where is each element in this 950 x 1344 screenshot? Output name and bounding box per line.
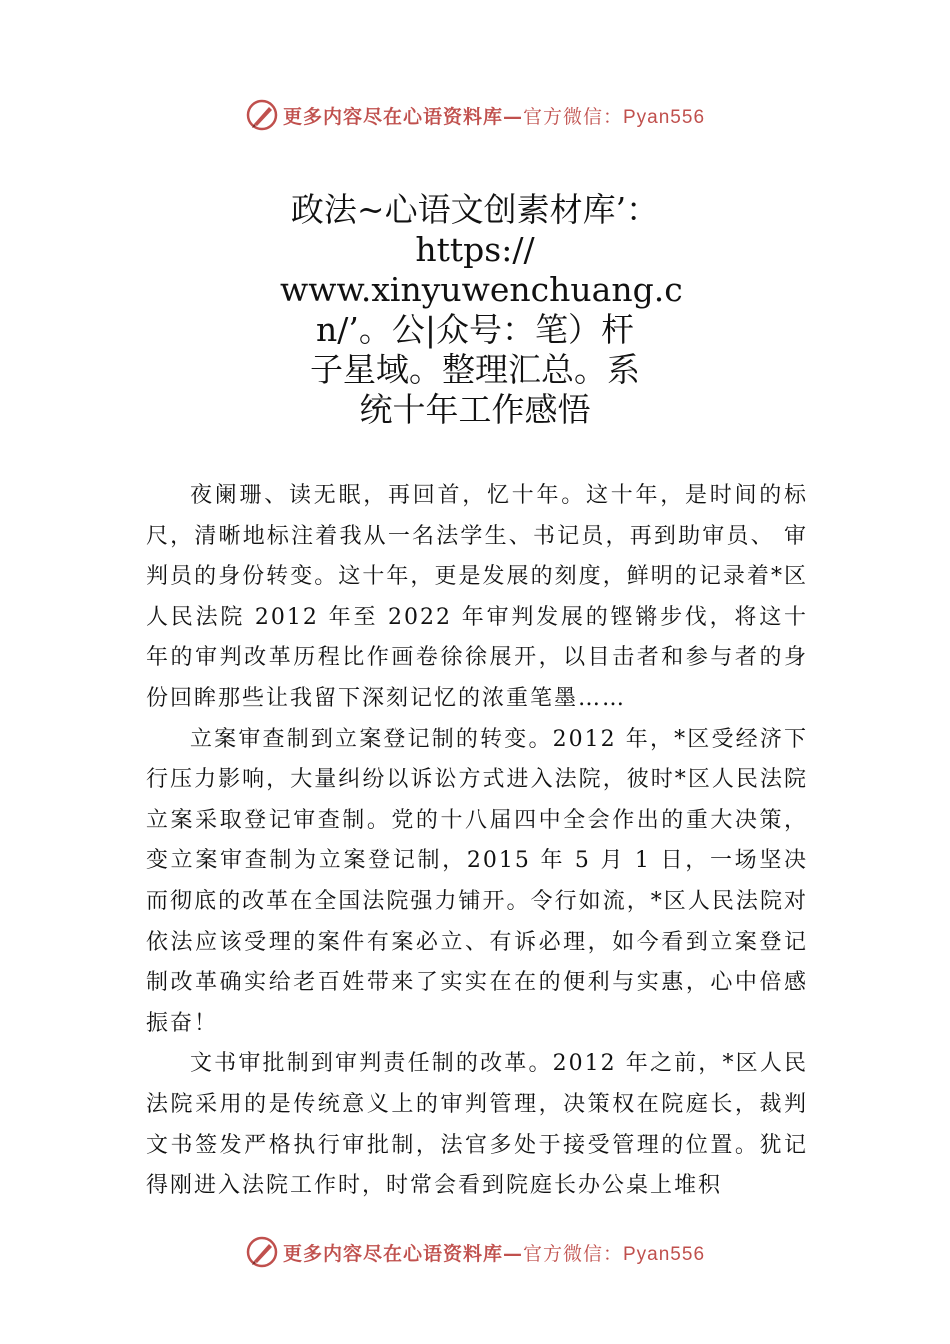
pen-logo-icon: [245, 98, 279, 132]
title-line: https://: [415, 230, 535, 269]
title-line: 统十年工作感悟: [359, 390, 591, 429]
banner-text: 更多内容尽在心语资料库—官方微信：Pyan556: [282, 1242, 706, 1265]
document-body: [146, 476, 808, 1207]
paragraph: 夜阑珊、读无眠，再回首，忆十年。这十年，是时间的标尺，清晰地标注着我从一名法学生、书记员，再到助审员、 审判员的身份转变。这十年，更是发展的刻度，鲜明的记录着*区人民法院 2012 年至 2022 年审判发展的铿锵步伐，将这十年的审判改革历程比作画卷徐徐展开，以目击者和参与者的身份回眸那些让我留下深刻记忆的浓重笔墨……: [146, 483, 808, 711]
paragraph: 立案审查制到立案登记制的转变。2012 年，*区受经济下行压力影响，大量纠纷以诉讼方式进入法院，彼时*区人民法院立案采取登记审查制。党的十八届四中全会作出的重大决策，变立案审查制为立案登记制，2015 年 5 月 1 日，一场坚决而彻底的改革在全国法院强力铺开。令行如流，*区人民法院对依法应该受理的案件有案必立、有诉必理，如今看到立案登记制改革确实给老百姓带来了实实在在的便利与实惠，心中倍感振奋！: [146, 726, 808, 1036]
paragraph: 文书审批制到审判责任制的改革。2012 年之前，*区人民法院采用的是传统意义上的审判管理，决策权在院庭长，裁判文书签发严格执行审批制，法官多处于接受管理的位置。犹记得刚进入法院工作时，时常会看到院庭长办公桌上堆积: [146, 1051, 808, 1199]
pen-logo-icon: [245, 1235, 279, 1269]
title-line: www.xinyuwenchuang.c: [280, 270, 683, 309]
document-title: [280, 190, 683, 430]
banner-text: 更多内容尽在心语资料库—官方微信：Pyan556: [282, 105, 706, 128]
title-line: 子星域。整理汇总。系: [310, 350, 640, 389]
title-line: 政法~心语文创素材库’：: [290, 190, 660, 229]
title-line: n/’。公|众号：笔）杆: [316, 310, 634, 349]
footer-banner: [0, 1232, 950, 1272]
header-banner: [0, 95, 950, 135]
